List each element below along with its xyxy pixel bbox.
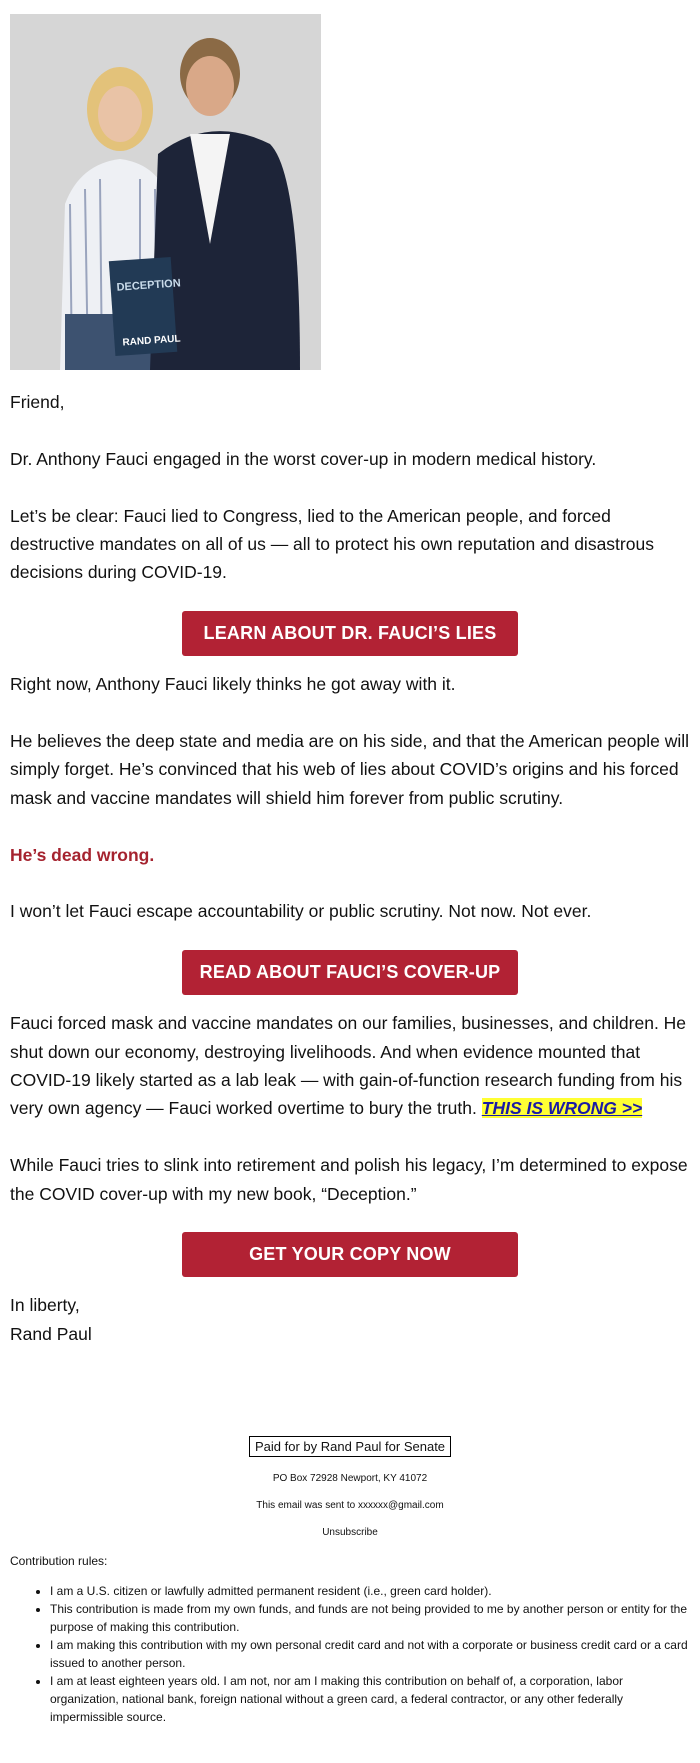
get-your-copy-button[interactable]: GET YOUR COPY NOW [182, 1232, 518, 1277]
sent-to-notice: This email was sent to xxxxxx@gmail.com [256, 1500, 444, 1512]
contribution-rules-list [10, 1582, 690, 1726]
signature-name: Rand Paul [10, 1323, 92, 1344]
paragraph: Dr. Anthony Fauci engaged in the worst cover-up in modern medical history. [10, 448, 597, 469]
header-photo [10, 14, 321, 370]
rule-item: • This contribution is made from my own funds, and funds are not being provided to me by another person or entity for the purpose of making this contribution. [50, 1600, 690, 1636]
unsubscribe-link[interactable]: Unsubscribe [322, 1527, 378, 1539]
mailing-address: PO Box 72928 Newport, KY 41072 [272, 1473, 428, 1485]
paragraph: I won’t let Fauci escape accountability or public scrutiny. Not now. Not ever. [10, 901, 592, 922]
learn-about-fauci-lies-button[interactable]: LEARN ABOUT DR. FAUCI’S LIES [182, 611, 518, 656]
paragraph [10, 1009, 690, 1123]
photo-illustration [10, 14, 321, 370]
contribution-rules-title: Contribution rules: [10, 1554, 108, 1569]
closing: In liberty, [10, 1295, 80, 1316]
paragraph: He believes the deep state and media are on his side, and that the American people will simply forget. He’s convinced that his web of lies about COVID’s origins and his forced mask and vaccine mandates will shield him forever from public scrutiny. [10, 731, 690, 808]
paragraph: While Fauci tries to slink into retirement and polish his legacy, I’m determined to expose the COVID cover-up with my new book, “Deception.” [10, 1155, 688, 1204]
book-author: RAND PAUL [122, 333, 181, 349]
rule-item: • I am at least eighteen years old. I am not, nor am I making this contribution on behalf of, a corporation, labor organization, national bank, foreign national without a green card, a federal contractor, or any other federally impermissible source. [50, 1672, 690, 1726]
rule-item: • I am a U.S. citizen or lawfully admitted permanent resident (i.e., green card holder). [50, 1582, 690, 1600]
paid-for-disclaimer: Paid for by Rand Paul for Senate [249, 1436, 451, 1457]
paragraph-text: Fauci forced mask and vaccine mandates on our families, businesses, and children. He shut down our economy, destroying livelihoods. And when evidence mounted that COVID-19 likely started as a lab leak — with gain-of-function research funding from his very own agency — Fauci worked overtime to bury the truth. [10, 1013, 687, 1119]
paragraph: Let’s be clear: Fauci lied to Congress, lied to the American people, and forced destructive mandates on all of us — all to protect his own reputation and disastrous decisions during COVID-19. [10, 505, 654, 583]
footer [10, 1436, 690, 1538]
paragraph: Right now, Anthony Fauci likely thinks he got away with it. [10, 674, 456, 695]
rule-item: • I am making this contribution with my own personal credit card and not with a corporate or business credit card or a card issued to another person. [50, 1636, 690, 1672]
greeting: Friend, [10, 392, 65, 412]
read-about-cover-up-button[interactable]: READ ABOUT FAUCI’S COVER-UP [182, 950, 518, 995]
book-title: DECEPTION [116, 277, 182, 294]
emphasis-text: He’s dead wrong. [10, 844, 155, 865]
this-is-wrong-link[interactable]: THIS IS WRONG >> [481, 1098, 643, 1119]
